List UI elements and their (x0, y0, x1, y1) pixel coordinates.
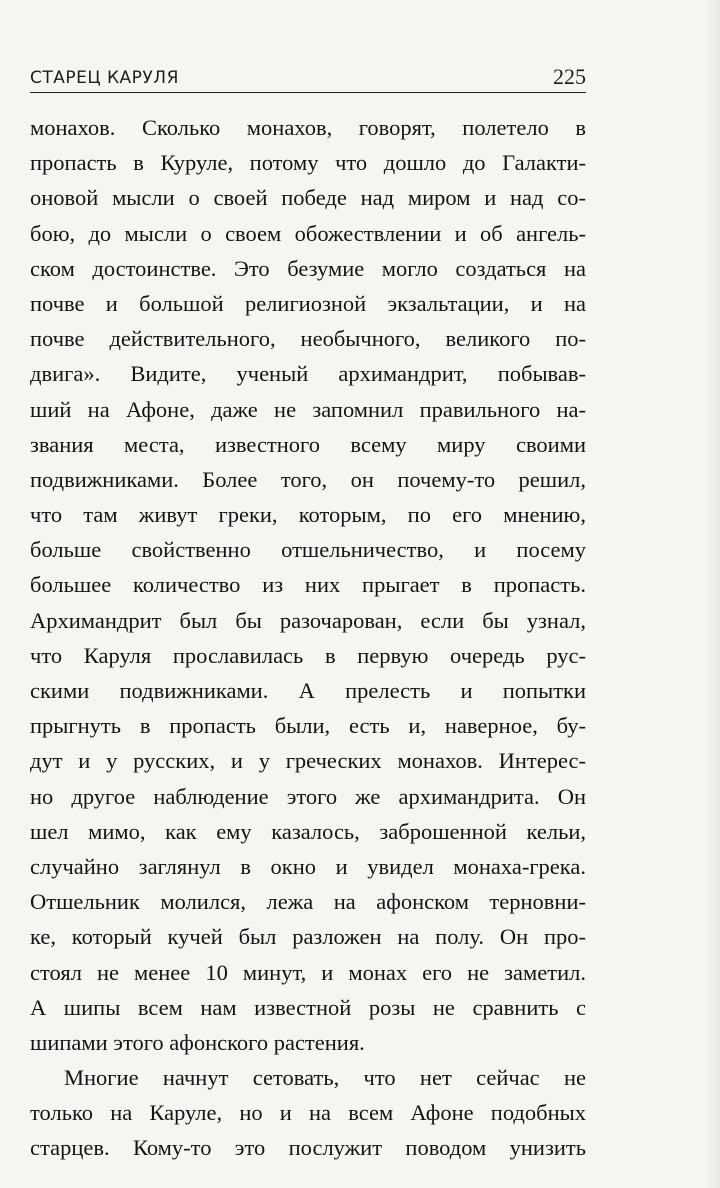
text-line: Отшельник молился, лежа на афонском терновни- (30, 889, 586, 915)
text-line: двига». Видите, ученый архимандрит, побывав- (30, 361, 586, 387)
text-line: бою, до мысли о своем обожествлении и об ангель- (30, 220, 586, 246)
running-title: СТАРЕЦ КАРУЛЯ (30, 68, 179, 88)
text-line: но другое наблюдение этого же архимандрита. Он (30, 783, 586, 809)
text-line: звания места, известного всему миру своими (30, 431, 586, 457)
text-line: почве и большой религиозной экзальтации, и на (30, 290, 586, 316)
paragraph-1 (30, 110, 586, 1060)
text-line: стоял не менее 10 минут, и монах его не заметил. (30, 959, 586, 985)
page-header (30, 62, 586, 93)
text-line: монахов. Сколько монахов, говорят, полетело в (30, 115, 586, 140)
text-line: ке, который кучей был разложен на полу. Он про- (30, 924, 586, 950)
paragraph-2 (30, 1060, 586, 1166)
text-line: ший на Афоне, даже не запомнил правильного на- (30, 396, 586, 422)
text-line: старцев. Кому-то это послужит поводом унизить (30, 1135, 586, 1161)
text-line: А шипы всем нам известной розы не сравнить с (30, 994, 586, 1020)
text-line: что Каруля прославилась в первую очередь рус- (30, 642, 586, 668)
text-line: Многие начнут сетовать, что нет сейчас не (64, 1065, 586, 1091)
text-line: большее количество из них прыгает в пропасть. (30, 572, 586, 598)
text-line: только на Каруле, но и на всем Афоне подобных (30, 1100, 586, 1126)
text-line: прыгнуть в пропасть были, есть и, наверное, бу- (30, 713, 586, 739)
text-line: подвижниками. Более того, он почему-то решил, (30, 466, 586, 492)
body-text (30, 110, 586, 1166)
text-line: случайно заглянул в окно и увидел монаха-грека. (30, 853, 586, 879)
scan-shadow (706, 0, 720, 1188)
text-line: шел мимо, как ему казалось, заброшенной кельи, (30, 818, 586, 844)
text-line: шипами этого афонского растения. (30, 1029, 365, 1055)
text-line: почве действительного, необычного, великого по- (30, 326, 586, 352)
text-line: больше свойственно отшельничество, и посему (30, 537, 586, 563)
text-line: оновой мысли о своей победе над миром и над со- (30, 185, 586, 211)
text-line: что там живут греки, которым, по его мнению, (30, 502, 586, 528)
text-line: пропасть в Куруле, потому что дошло до Галакти- (30, 150, 586, 176)
text-line: дут и у русских, и у греческих монахов. Интерес- (30, 748, 586, 774)
page-number: 225 (553, 64, 586, 89)
text-line: ском достоинстве. Это безумие могло создаться на (30, 255, 586, 281)
text-line: Архимандрит был бы разочарован, если бы узнал, (30, 607, 586, 633)
text-line: скими подвижниками. А прелесть и попытки (30, 678, 586, 703)
